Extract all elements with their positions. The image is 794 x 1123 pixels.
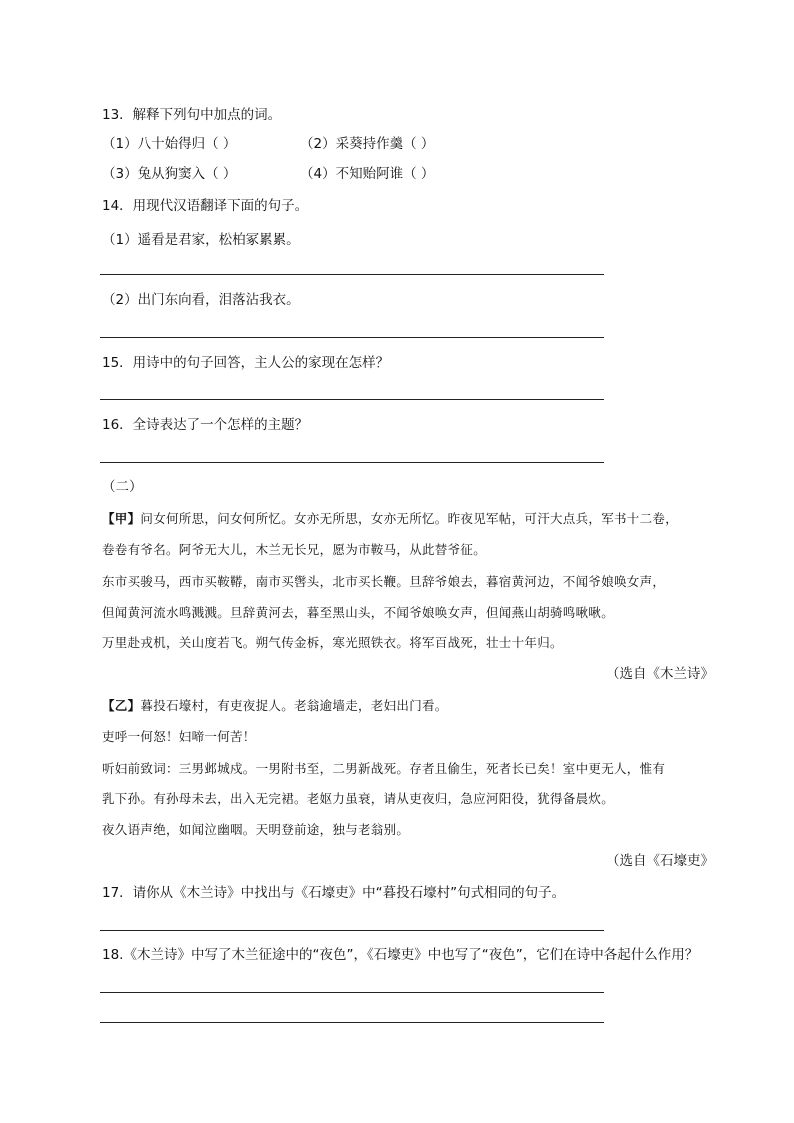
- q13-item-1: （1）八十始得归（ ）: [102, 136, 237, 152]
- q13-item-2: （2）采葵持作羹（ ）: [300, 136, 435, 152]
- passage-yi-line-2: 吏呼一何怒！妇啼一何苦！: [102, 729, 256, 744]
- answer-line-q17[interactable]: [100, 930, 604, 931]
- answer-line-q14-2[interactable]: [100, 337, 604, 338]
- passage-yi-line-3: 听妇前致词：三男邺城戍。一男附书至，二男新战死。存者且偷生，死者长已矣！室中更无人，惟有: [102, 761, 666, 776]
- q13-item-4: （4）不知贻阿谁（ ）: [300, 166, 435, 182]
- passage-yi-line-1: [102, 697, 448, 715]
- passage-jia-line-1: [102, 510, 678, 528]
- answer-line-q14-1[interactable]: [100, 274, 604, 275]
- passage-yi-line-4: 乳下孙。有孙母未去，出入无完裙。老妪力虽衰，请从吏夜归，急应河阳役，犹得备晨炊。: [102, 791, 615, 806]
- q16-title: 16．全诗表达了一个怎样的主题？: [102, 417, 309, 433]
- answer-line-q18-1[interactable]: [100, 992, 604, 993]
- q18-title: 18.《木兰诗》中写了木兰征途中的“夜色”，《石壕吏》中也写了“夜色”，它们在诗中各起什么作用？: [102, 947, 699, 963]
- passage-yi-line-5: 夜久语声绝，如闻泣幽咽。天明登前途，独与老翁别。: [102, 822, 410, 837]
- passage-yi-source: （选自《石壕吏》: [606, 853, 714, 869]
- passage-yi-text-1: 暮投石壕村，有吏夜捉人。老翁逾墙走，老妇出门看。: [140, 698, 448, 713]
- passage-yi-tag: 【乙】: [102, 698, 141, 713]
- passage-jia-line-4: 但闻黄河流水鸣溅溅。旦辞黄河去，暮至黑山头，不闻爷娘唤女声，但闻燕山胡骑鸣啾啾。: [102, 605, 615, 620]
- answer-line-q15[interactable]: [100, 399, 604, 400]
- passage-jia-line-3: 东市买骏马，西市买鞍鞯，南市买辔头，北市买长鞭。旦辞爷娘去，暮宿黄河边，不闻爷娘唤女声，: [102, 574, 666, 589]
- passage-jia-line-5: 万里赴戎机，关山度若飞。朔气传金柝，寒光照铁衣。将军百战死，壮士十年归。: [102, 635, 563, 650]
- passage-jia-source: （选自《木兰诗》: [606, 666, 714, 682]
- answer-line-q18-2[interactable]: [100, 1022, 604, 1023]
- q13-item-3: （3）兔从狗窦入（ ）: [102, 166, 237, 182]
- q15-title: 15．用诗中的句子回答，主人公的家现在怎样？: [102, 355, 390, 371]
- passage-jia-line-2: 卷卷有爷名。阿爷无大儿，木兰无长兄，愿为市鞍马，从此替爷征。: [102, 542, 487, 557]
- passage-jia-text-1: 问女何所思，问女何所忆。女亦无所思，女亦无所忆。昨夜见军帖，可汗大点兵，军书十二卷，: [140, 511, 679, 526]
- section-heading: （二）: [102, 479, 143, 495]
- q14-sentence-1: （1）遥看是君家，松柏冢累累。: [102, 232, 300, 248]
- answer-line-q16[interactable]: [100, 462, 604, 463]
- q14-sentence-2: （2）出门东向看，泪落沾我衣。: [102, 292, 300, 308]
- q14-title: 14．用现代汉语翻译下面的句子。: [102, 198, 309, 214]
- q17-title: 17．请你从《木兰诗》中找出与《石壕吏》中“暮投石壕村”句式相同的句子。: [102, 885, 566, 901]
- q13-title: 13．解释下列句中加点的词。: [102, 107, 282, 123]
- passage-jia-tag: 【甲】: [102, 511, 141, 526]
